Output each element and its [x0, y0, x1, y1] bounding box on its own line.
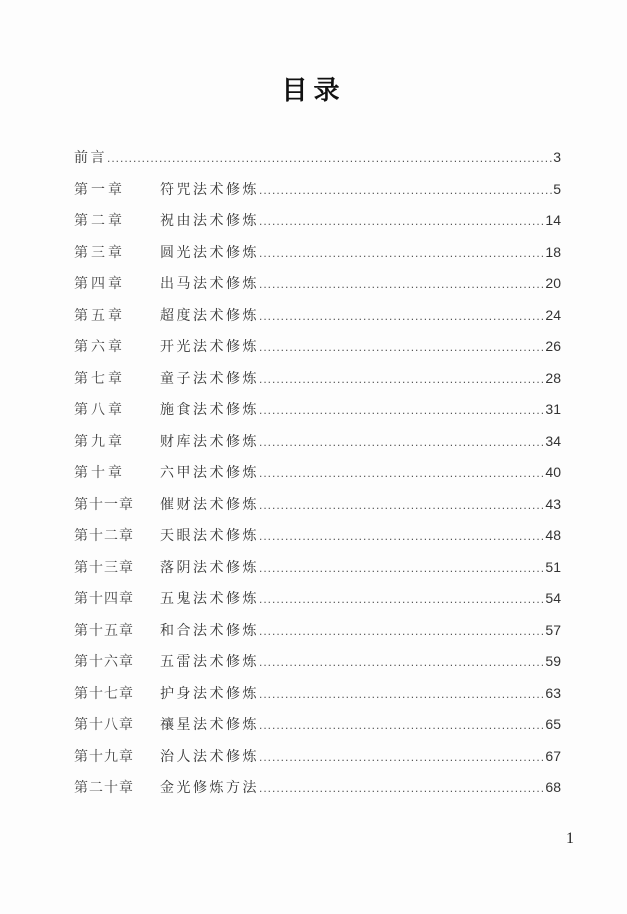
leader-dots	[259, 340, 544, 354]
toc-chapter-title: 出马法术修炼	[160, 276, 259, 292]
toc-row[interactable]	[74, 431, 561, 463]
toc-chapter-number: 第十九章	[74, 748, 134, 765]
toc-chapter-number: 第七章	[74, 370, 125, 387]
page-title: 目录	[281, 76, 346, 106]
toc-chapter-title: 财库法术修炼	[160, 433, 259, 450]
toc-chapter-number: 第十八章	[74, 717, 134, 733]
leader-dots	[259, 750, 544, 764]
toc-chapter-number: 第十二章	[74, 528, 134, 544]
toc-page-number: 26	[545, 338, 561, 354]
toc-chapter-number: 第二十章	[74, 780, 134, 796]
toc-chapter-title: 金光修炼方法	[160, 780, 259, 796]
toc-row[interactable]	[74, 651, 561, 683]
toc-page-number: 68	[545, 779, 561, 795]
leader-dots	[259, 592, 544, 606]
toc-chapter-number: 第十一章	[74, 496, 134, 513]
toc-row[interactable]	[74, 368, 561, 400]
toc-chapter-title: 天眼法术修炼	[160, 528, 259, 544]
toc-row[interactable]	[74, 588, 561, 620]
leader-dots	[259, 687, 544, 701]
toc-row-preface[interactable]	[74, 147, 561, 179]
toc-chapter-title: 六甲法术修炼	[160, 465, 259, 481]
toc-chapter-title: 开光法术修炼	[160, 339, 259, 355]
toc-row[interactable]	[74, 714, 561, 746]
toc-row[interactable]	[74, 179, 561, 211]
toc-chapter-number: 第十六章	[74, 654, 134, 670]
leader-dots	[259, 277, 544, 291]
toc-chapter-title: 落阴法术修炼	[160, 559, 259, 576]
toc-row[interactable]	[74, 242, 561, 274]
leader-dots	[259, 435, 544, 449]
toc-chapter-title: 祝由法术修炼	[160, 213, 259, 229]
toc-chapter-title: 禳星法术修炼	[160, 717, 259, 733]
toc-page-number: 67	[545, 747, 561, 764]
toc-chapter-title: 圆光法术修炼	[160, 244, 259, 261]
leader-dots	[259, 624, 544, 638]
toc-row[interactable]	[74, 336, 561, 368]
toc-chapter-number: 第六章	[74, 339, 125, 355]
toc-row[interactable]	[74, 746, 561, 778]
leader-dots	[259, 718, 544, 732]
page-number: 1	[566, 830, 574, 847]
toc-chapter-number: 第三章	[74, 244, 125, 261]
toc-chapter-number: 第五章	[74, 307, 125, 324]
leader-dots	[107, 151, 552, 165]
toc-row[interactable]	[74, 683, 561, 715]
toc-page-number: 63	[545, 684, 561, 701]
toc-chapter-number: 第八章	[74, 402, 125, 418]
toc-chapter-number: 第二章	[74, 213, 125, 229]
toc-page-number: 20	[545, 275, 561, 291]
toc-chapter-number: 第九章	[74, 433, 125, 450]
toc-page-number: 28	[545, 369, 561, 386]
leader-dots	[259, 529, 544, 543]
toc-page-number: 51	[545, 558, 561, 575]
leader-dots	[259, 781, 544, 795]
toc-chapter-number: 第四章	[74, 276, 125, 292]
toc-page-number: 65	[545, 716, 561, 732]
leader-dots	[259, 372, 544, 386]
toc-row[interactable]	[74, 210, 561, 242]
toc-row[interactable]	[74, 305, 561, 337]
toc-chapter-title: 护身法术修炼	[160, 685, 259, 702]
leader-dots	[259, 403, 544, 417]
leader-dots	[259, 183, 552, 197]
toc-page-number: 34	[545, 432, 561, 449]
toc-chapter-title: 治人法术修炼	[160, 748, 259, 765]
toc-chapter-title: 催财法术修炼	[160, 496, 259, 513]
toc-row[interactable]	[74, 399, 561, 431]
table-of-contents	[74, 147, 561, 809]
toc-row[interactable]	[74, 494, 561, 526]
toc-page-number: 5	[553, 180, 561, 197]
toc-page-number: 40	[545, 464, 561, 480]
toc-chapter-number: 第十章	[74, 465, 125, 481]
toc-chapter-number: 第十四章	[74, 591, 134, 607]
toc-chapter-title: 施食法术修炼	[160, 402, 259, 418]
toc-page-number: 31	[545, 401, 561, 417]
leader-dots	[259, 214, 544, 228]
toc-preface-label: 前言	[74, 150, 107, 166]
toc-page-number: 24	[545, 306, 561, 323]
toc-page-number: 14	[545, 212, 561, 228]
toc-row[interactable]	[74, 777, 561, 809]
toc-chapter-number: 第一章	[74, 181, 125, 198]
toc-page-number: 57	[545, 621, 561, 638]
leader-dots	[259, 309, 544, 323]
leader-dots	[259, 655, 544, 669]
toc-chapter-number: 第十五章	[74, 622, 134, 639]
leader-dots	[259, 498, 544, 512]
toc-chapter-title: 和合法术修炼	[160, 622, 259, 639]
toc-page-number: 3	[553, 149, 561, 165]
leader-dots	[259, 466, 544, 480]
toc-chapter-title: 五雷法术修炼	[160, 654, 259, 670]
toc-chapter-title: 五鬼法术修炼	[160, 591, 259, 607]
leader-dots	[259, 246, 544, 260]
toc-chapter-number: 第十七章	[74, 685, 134, 702]
toc-page-number: 48	[545, 527, 561, 543]
toc-page-number: 59	[545, 653, 561, 669]
toc-row[interactable]	[74, 273, 561, 305]
toc-row[interactable]	[74, 525, 561, 557]
toc-chapter-title: 童子法术修炼	[160, 370, 259, 387]
leader-dots	[259, 561, 544, 575]
toc-chapter-number: 第十三章	[74, 559, 134, 576]
toc-row[interactable]	[74, 620, 561, 652]
toc-page-number: 43	[545, 495, 561, 512]
toc-chapter-title: 超度法术修炼	[160, 307, 259, 324]
toc-row[interactable]	[74, 557, 561, 589]
toc-row[interactable]	[74, 462, 561, 494]
toc-page-number: 18	[545, 243, 561, 260]
toc-page-number: 54	[545, 590, 561, 606]
toc-chapter-title: 符咒法术修炼	[160, 181, 259, 198]
